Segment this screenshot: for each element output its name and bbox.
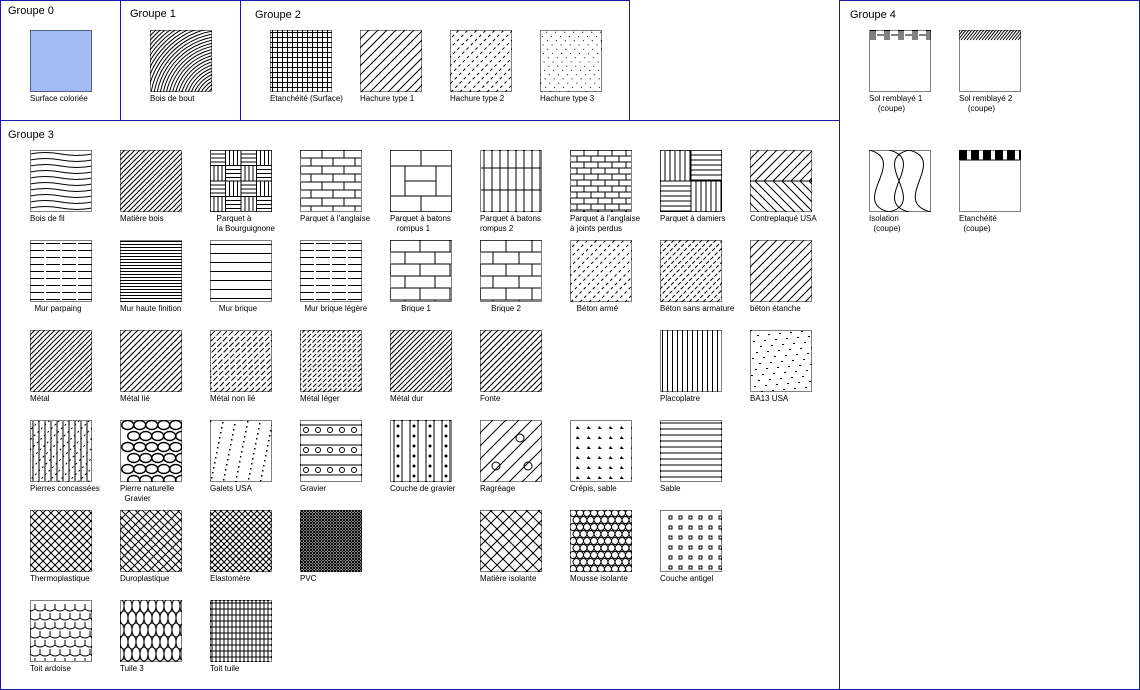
galets-usa-pattern-icon (210, 420, 272, 482)
swatch-pierres-concassees[interactable] (30, 420, 120, 500)
ba13-usa-pattern-icon (750, 330, 812, 392)
swatch-parquet-anglaise[interactable] (300, 150, 390, 230)
toit-tuile-label: Toit tuile (210, 664, 240, 673)
mur-parpaing-pattern-icon (30, 240, 92, 302)
mur-brique-pattern-icon (210, 240, 272, 302)
swatch-mur-brique[interactable] (210, 240, 300, 320)
toit-tuile-pattern-icon (210, 600, 272, 662)
brique-1-label: Brique 1 (390, 304, 431, 313)
hachure-3-pattern-icon (540, 30, 602, 92)
etancheite-surface-pattern-icon (270, 30, 332, 92)
etancheite-coupe-pattern-icon (959, 150, 1021, 212)
beton-etanche-pattern-icon (750, 240, 812, 302)
swatch-metal-leger[interactable] (300, 330, 390, 410)
elastomere-label: Elastomère (210, 574, 251, 583)
swatch-surface-coloriee[interactable] (30, 30, 120, 110)
parquet-anglaise-pattern-icon (300, 150, 362, 212)
metal-leger-pattern-icon (300, 330, 362, 392)
sable-label: Sable (660, 484, 681, 493)
thermoplastique-label: Thermoplastique (30, 574, 90, 583)
pierres-concassees-pattern-icon (30, 420, 92, 482)
sol-remblaye-1-pattern-icon (869, 30, 931, 92)
mousse-isolante-label: Mousse isolante (570, 574, 628, 583)
swatch-sable[interactable] (660, 420, 750, 500)
swatch-brique-2[interactable] (480, 240, 570, 320)
metal-non-lie-label: Métal non lié (210, 394, 256, 403)
group-4-title: Groupe 4 (850, 9, 896, 21)
sol-remblaye-2-pattern-icon (959, 30, 1021, 92)
tuile-3-label: Tuile 3 (120, 664, 144, 673)
metal-lie-pattern-icon (120, 330, 182, 392)
swatch-pierre-naturelle[interactable] (120, 420, 210, 503)
group-3-title: Groupe 3 (8, 129, 54, 141)
swatch-bois-de-fil[interactable] (30, 150, 120, 230)
bois-de-bout-pattern-icon (150, 30, 212, 92)
swatch-sol-remblaye-2[interactable] (959, 30, 1049, 113)
brique-1-pattern-icon (390, 240, 452, 302)
hachure-1-pattern-icon (360, 30, 422, 92)
swatch-couche-antigel[interactable] (660, 510, 750, 590)
swatch-bois-de-bout[interactable] (150, 30, 240, 110)
elastomere-pattern-icon (210, 510, 272, 572)
metal-non-lie-pattern-icon (210, 330, 272, 392)
swatch-hachure-3[interactable] (540, 30, 630, 110)
placoplatre-pattern-icon (660, 330, 722, 392)
parquet-bourguignone-pattern-icon (210, 150, 272, 212)
parquet-damiers-label: Parquet à damiers (660, 214, 726, 223)
sable-pattern-icon (660, 420, 722, 482)
swatch-metal[interactable] (30, 330, 120, 410)
mur-brique-legere-pattern-icon (300, 240, 362, 302)
swatch-parquet-joints-perdus[interactable] (570, 150, 660, 233)
swatch-metal-non-lie[interactable] (210, 330, 300, 410)
swatch-hachure-1[interactable] (360, 30, 450, 110)
swatch-etancheite-coupe[interactable] (959, 150, 1049, 233)
couche-de-gravier-label: Couche de gravier (390, 484, 456, 493)
metal-leger-label: Métal léger (300, 394, 340, 403)
sol-remblaye-1-label: Sol remblayé 1 (coupe) (869, 94, 923, 113)
swatch-couche-de-gravier[interactable] (390, 420, 480, 500)
hachure-1-label: Hachure type 1 (360, 94, 415, 103)
mur-brique-legere-label: Mur brique légère (300, 304, 368, 313)
swatch-toit-ardoise[interactable] (30, 600, 120, 680)
beton-etanche-label: béton étanche (750, 304, 801, 313)
beton-sans-armature-pattern-icon (660, 240, 722, 302)
contreplaque-usa-pattern-icon (750, 150, 812, 212)
swatch-ba13-usa[interactable] (750, 330, 840, 410)
duroplastique-pattern-icon (120, 510, 182, 572)
parquet-joints-perdus-label: Parquet à l'anglaise à joints perdus (570, 214, 641, 233)
etancheite-coupe-label: Etanchéité (coupe) (959, 214, 997, 233)
sol-remblaye-2-label: Sol remblayé 2 (coupe) (959, 94, 1013, 113)
tuile-3-pattern-icon (120, 600, 182, 662)
brique-2-label: Brique 2 (480, 304, 521, 313)
parquet-damiers-pattern-icon (660, 150, 722, 212)
swatch-mur-brique-legere[interactable] (300, 240, 390, 320)
mur-brique-label: Mur brique (210, 304, 258, 313)
parquet-bourguignone-label: Parquet à la Bourguignone (216, 214, 275, 233)
swatch-matiere-isolante[interactable] (480, 510, 570, 590)
pierre-naturelle-label: Pierre naturelle Gravier (120, 484, 175, 503)
isolation-coupe-pattern-icon (869, 150, 931, 212)
swatch-parquet-batons-1[interactable] (390, 150, 480, 233)
parquet-batons-2-label: Parquet à batons rompus 2 (480, 214, 541, 233)
swatch-brique-1[interactable] (390, 240, 480, 320)
metal-label: Métal (30, 394, 50, 403)
fonte-label: Fonte (480, 394, 501, 403)
mur-haute-finition-label: Mur haute finition (120, 304, 182, 313)
matiere-isolante-pattern-icon (480, 510, 542, 572)
swatch-thermoplastique[interactable] (30, 510, 120, 590)
swatch-mur-parpaing[interactable] (30, 240, 120, 320)
swatch-beton-arme[interactable] (570, 240, 660, 320)
swatch-metal-lie[interactable] (120, 330, 210, 410)
toit-ardoise-label: Toit ardoise (30, 664, 71, 673)
group-0-title: Groupe 0 (8, 5, 54, 17)
contreplaque-usa-label: Contreplaqué USA (750, 214, 817, 223)
swatch-pvc[interactable] (300, 510, 390, 590)
parquet-batons-1-pattern-icon (390, 150, 452, 212)
couche-antigel-pattern-icon (660, 510, 722, 572)
ragreage-pattern-icon (480, 420, 542, 482)
swatch-sol-remblaye-1[interactable] (869, 30, 959, 113)
duroplastique-label: Duroplastique (120, 574, 170, 583)
crepis-sable-pattern-icon (570, 420, 632, 482)
crepis-sable-label: Crépis, sable (570, 484, 617, 493)
hachure-3-label: Hachure type 3 (540, 94, 595, 103)
parquet-joints-perdus-pattern-icon (570, 150, 632, 212)
swatch-gravier[interactable] (300, 420, 390, 500)
thermoplastique-pattern-icon (30, 510, 92, 572)
fonte-pattern-icon (480, 330, 542, 392)
group-1-title: Groupe 1 (130, 8, 176, 20)
toit-ardoise-pattern-icon (30, 600, 92, 662)
swatch-metal-dur[interactable] (390, 330, 480, 410)
swatch-parquet-bourguignone[interactable] (210, 150, 300, 233)
swatch-parquet-batons-2[interactable] (480, 150, 570, 233)
surface-coloriee-label: Surface coloriée (30, 94, 88, 103)
swatch-beton-etanche[interactable] (750, 240, 840, 320)
swatch-parquet-damiers[interactable] (660, 150, 750, 230)
beton-arme-pattern-icon (570, 240, 632, 302)
placoplatre-label: Placoplatre (660, 394, 701, 403)
matiere-isolante-label: Matière isolante (480, 574, 537, 583)
swatch-fonte[interactable] (480, 330, 570, 410)
gravier-label: Gravier (300, 484, 327, 493)
swatch-crepis-sable[interactable] (570, 420, 660, 500)
brique-2-pattern-icon (480, 240, 542, 302)
galets-usa-label: Galets USA (210, 484, 252, 493)
bois-de-fil-label: Bois de fil (30, 214, 65, 223)
couche-antigel-label: Couche antigel (660, 574, 714, 583)
swatch-ragreage[interactable] (480, 420, 570, 500)
swatch-contreplaque-usa[interactable] (750, 150, 840, 230)
couche-de-gravier-pattern-icon (390, 420, 452, 482)
swatch-placoplatre[interactable] (660, 330, 750, 410)
swatch-elastomere[interactable] (210, 510, 300, 590)
metal-pattern-icon (30, 330, 92, 392)
metal-dur-label: Métal dur (390, 394, 424, 403)
parquet-anglaise-label: Parquet à l'anglaise (300, 214, 371, 223)
pierres-concassees-label: Pierres concassées (30, 484, 100, 493)
beton-arme-label: Béton armé (570, 304, 619, 313)
surface-coloriee-pattern-icon (30, 30, 92, 92)
parquet-batons-1-label: Parquet à batons rompus 1 (390, 214, 451, 233)
mur-haute-finition-pattern-icon (120, 240, 182, 302)
swatch-mousse-isolante[interactable] (570, 510, 660, 590)
gravier-pattern-icon (300, 420, 362, 482)
swatch-toit-tuile[interactable] (210, 600, 300, 680)
isolation-coupe-label: Isolation (coupe) (869, 214, 901, 233)
swatch-isolation-coupe[interactable] (869, 150, 959, 233)
mur-parpaing-label: Mur parpaing (30, 304, 82, 313)
mousse-isolante-pattern-icon (570, 510, 632, 572)
swatch-beton-sans-armature[interactable] (660, 240, 750, 320)
ba13-usa-label: BA13 USA (750, 394, 789, 403)
swatch-mur-haute-finition[interactable] (120, 240, 210, 320)
parquet-batons-2-pattern-icon (480, 150, 542, 212)
beton-sans-armature-label: Béton sans armature (660, 304, 735, 313)
swatch-hachure-2[interactable] (450, 30, 540, 110)
matiere-bois-pattern-icon (120, 150, 182, 212)
swatch-tuile-3[interactable] (120, 600, 210, 680)
hachure-2-label: Hachure type 2 (450, 94, 505, 103)
etancheite-surface-label: Etanchéité (Surface) (270, 94, 343, 103)
bois-de-fil-pattern-icon (30, 150, 92, 212)
metal-dur-pattern-icon (390, 330, 452, 392)
pvc-pattern-icon (300, 510, 362, 572)
swatch-matiere-bois[interactable] (120, 150, 210, 230)
pierre-naturelle-pattern-icon (120, 420, 182, 482)
pvc-label: PVC (300, 574, 317, 583)
swatch-duroplastique[interactable] (120, 510, 210, 590)
group-2-title: Groupe 2 (255, 9, 301, 21)
swatch-etancheite-surface[interactable] (270, 30, 360, 110)
bois-de-bout-label: Bois de bout (150, 94, 195, 103)
hachure-2-pattern-icon (450, 30, 512, 92)
metal-lie-label: Métal lié (120, 394, 150, 403)
matiere-bois-label: Matière bois (120, 214, 164, 223)
ragreage-label: Ragréage (480, 484, 516, 493)
swatch-galets-usa[interactable] (210, 420, 300, 500)
